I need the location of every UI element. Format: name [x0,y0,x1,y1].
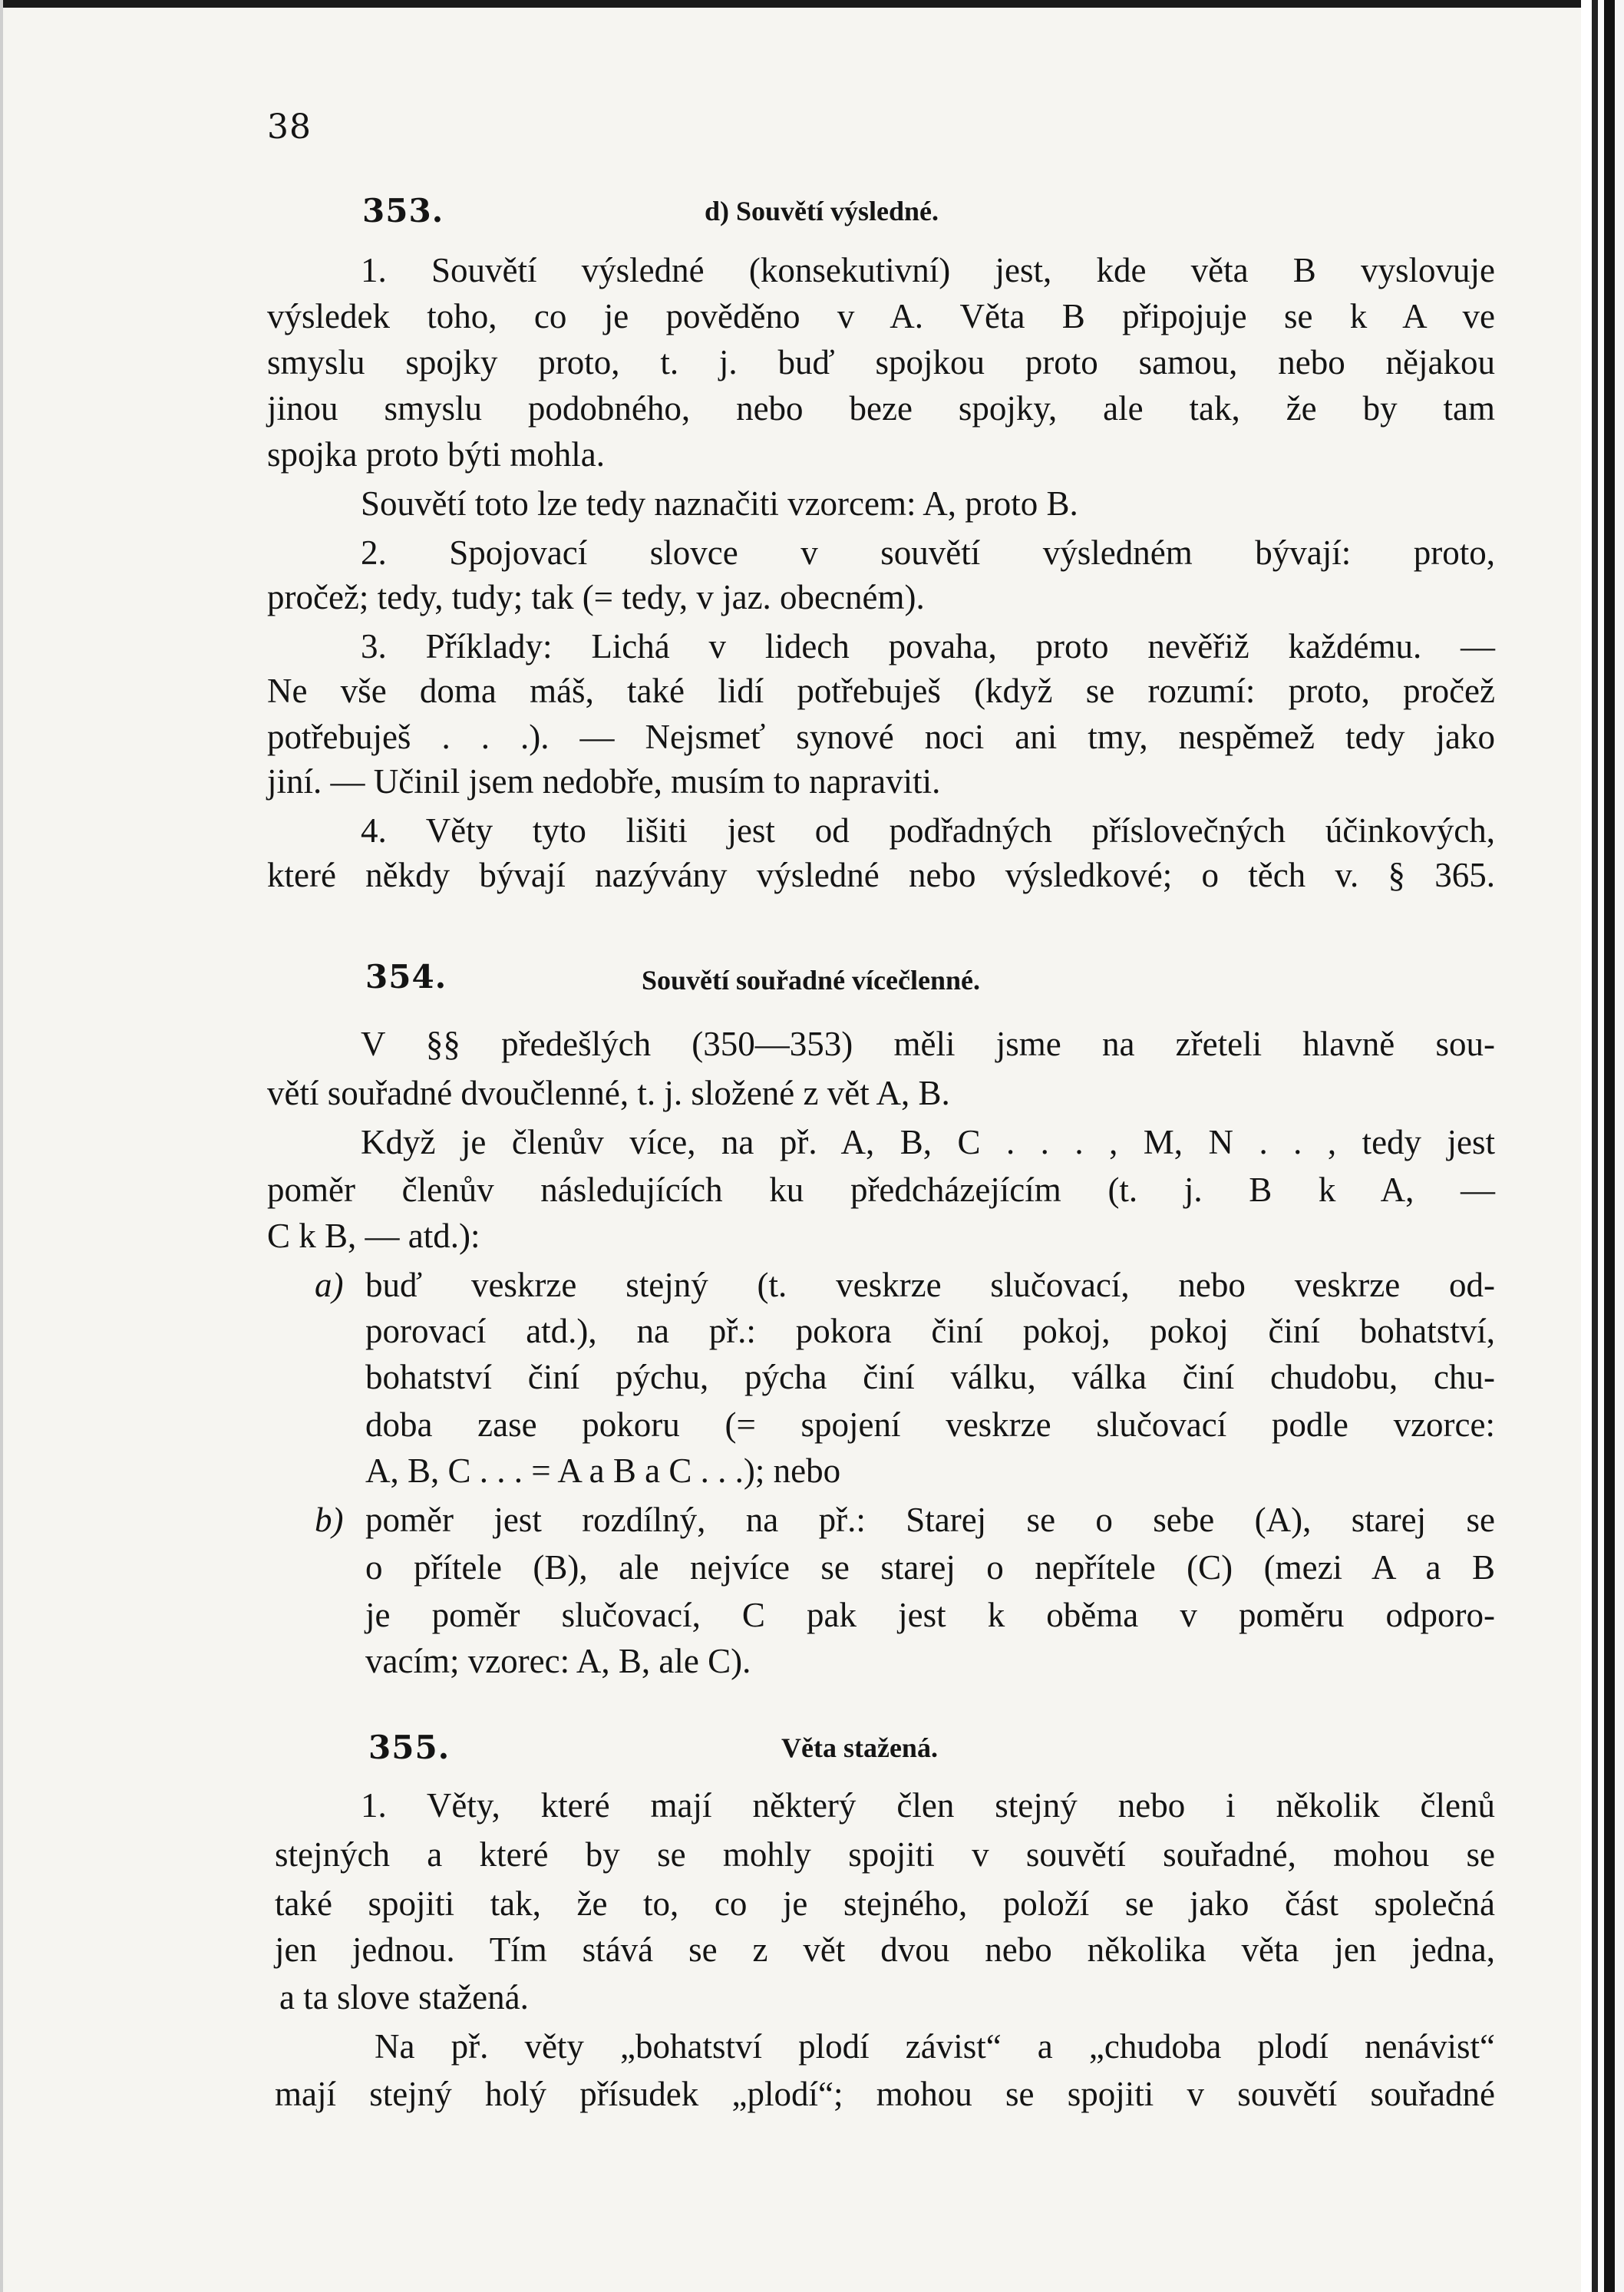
list-item-line: porovací atd.), na př.: pokora činí pokoj, pokoj činí bohatství, [365,1312,1495,1350]
text-line: výsledek toho, co je pověděno v A. Věta B připojuje se k A ve [267,297,1495,335]
page-binding-edge [1581,0,1624,2292]
text-line: 1. Věty, které mají některý člen stejný nebo i několik členů [361,1786,1495,1825]
list-item-line: poměr jest rozdílný, na př.: Starej se o sebe (A), starej se [365,1501,1495,1539]
list-item-line: je poměr slučovací, C pak jest k oběma v poměru odporo- [365,1596,1495,1634]
text-line: poměr členův následujících ku předcházejícím (t. j. B k A, — [267,1171,1495,1209]
text-line: Ne vše doma máš, také lidí potřebuješ (když se rozumí: proto, pročež [267,672,1495,710]
text-line: jen jednou. Tím stává se z vět dvou nebo několika věta jen jedna, [275,1930,1495,1969]
text-line: pročež; tedy, tudy; tak (= tedy, v jaz. obecném). [267,578,925,616]
text-line: mají stejný holý přísudek „plodí“; mohou se spojiti v souvětí souřadné [275,2075,1495,2113]
text-line: 1. Souvětí výsledné (konsekutivní) jest, kde věta B vyslovuje [361,251,1495,289]
text-line: spojka proto býti mohla. [267,435,605,474]
page-top-edge [0,0,1624,8]
text-line: potřebuješ . . .). — Nejsmeť synové noci ani tmy, nespěmež tedy jako [267,718,1495,756]
list-item-line: A, B, C . . . = A a B a C . . .); nebo [365,1451,841,1490]
text-line: 2. Spojovací slovce v souvětí výsledném bývají: proto, [361,533,1495,572]
section-title: Souvětí souřadné vícečlenné. [642,965,980,996]
text-line: Když je členův více, na př. A, B, C . . . , M, N . . , tedy jest [361,1123,1495,1161]
text-line: C k B, — atd.): [267,1217,480,1255]
text-line: větí souřadné dvoučlenné, t. j. složené z vět A, B. [267,1074,950,1112]
list-item-line: o přítele (B), ale nejvíce se starej o nepřítele (C) (mezi A a B [365,1548,1495,1587]
text-line: 3. Příklady: Lichá v lidech povaha, proto nevěřiž každému. — [361,627,1495,665]
text-line: Na př. věty „bohatství plodí závist“ a „chudoba plodí nenávist“ [375,2027,1495,2066]
page-number: 38 [267,107,312,147]
page-left-edge [0,0,3,2292]
text-line: stejných a které by se mohly spojiti v souvětí souřadné, mohou se [275,1835,1495,1874]
text-line: 4. Věty tyto lišiti jest od podřadných příslovečných účinkových, [361,811,1495,850]
text-line: Souvětí toto lze tedy naznačiti vzorcem: A, proto B. [361,484,1078,523]
text-line: smyslu spojky proto, t. j. buď spojkou proto samou, nebo nějakou [267,343,1495,381]
text-line: také spojiti tak, že to, co je stejného, položí se jako část společná [275,1884,1495,1923]
list-label: b) [315,1501,344,1539]
section-number: 354. [365,958,447,996]
list-item-line: doba zase pokoru (= spojení veskrze slučovací podle vzorce: [365,1405,1495,1444]
section-number: 355. [368,1729,451,1766]
list-item-line: bohatství činí pýchu, pýcha činí válku, válka činí chudobu, chu- [365,1358,1495,1396]
text-line: a ta slove stažená. [279,1978,529,2016]
list-label: a) [315,1266,344,1304]
text-line: jinou smyslu podobného, nebo beze spojky, ale tak, že by tam [267,389,1495,428]
list-item-line: vacím; vzorec: A, B, ale C). [365,1642,751,1680]
list-item-line: buď veskrze stejný (t. veskrze slučovací, nebo veskrze od- [365,1266,1495,1304]
section-title: d) Souvětí výsledné. [705,196,939,226]
section-title: Věta stažená. [781,1732,938,1763]
text-line: jiní. — Učinil jsem nedobře, musím to napraviti. [267,762,941,801]
text-line: které někdy bývají nazývány výsledné nebo výsledkové; o těch v. § 365. [267,856,1495,894]
text-line: V §§ předešlých (350—353) měli jsme na zřeteli hlavně sou- [361,1025,1495,1063]
section-number: 353. [362,192,444,230]
